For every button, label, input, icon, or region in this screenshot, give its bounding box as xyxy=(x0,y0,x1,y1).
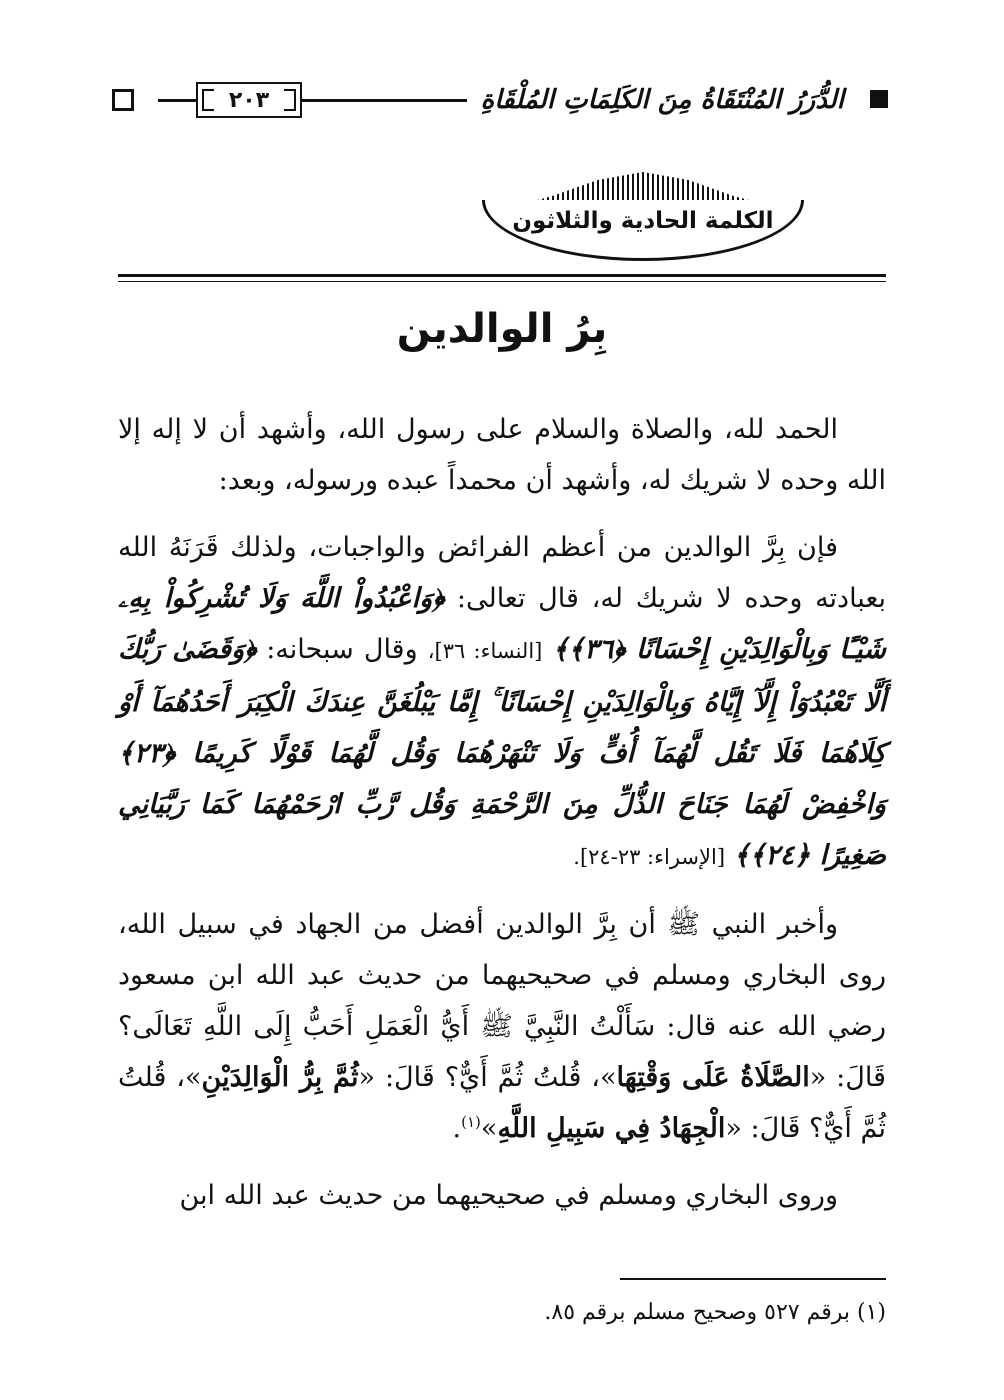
hadith-answer-2: ثُمَّ بِرُّ الْوَالِدَيْنِ xyxy=(201,1062,359,1093)
paragraph-3 xyxy=(118,899,886,1154)
divider-top xyxy=(118,274,886,277)
header-ornament-right xyxy=(870,90,888,108)
paragraph-4: وروى البخاري ومسلم في صحيحيهما من حديث عبد الله ابن xyxy=(179,1180,838,1211)
paragraph-3-period: . xyxy=(452,1113,462,1144)
footnote-rule xyxy=(620,1278,886,1280)
body-text xyxy=(118,404,886,1237)
hadith-answer-1: الصَّلَاةُ عَلَى وَقْتِهَا xyxy=(616,1062,810,1093)
header-ornament-left xyxy=(112,89,134,111)
hadith-answer-3: الْجِهَادُ فِي سَبِيلِ اللَّهِ xyxy=(497,1113,726,1144)
running-header xyxy=(112,82,888,120)
paragraph-3-mid-2: »، قُلتُ ثُمَّ أَيٌّ؟ قَالَ: « xyxy=(118,1062,886,1144)
verse-reference-1: [النساء: ٣٦]، xyxy=(427,639,543,663)
paragraph-2-mid: وقال سبحانه: xyxy=(266,634,418,665)
page-number-box xyxy=(196,82,302,118)
chapter-badge xyxy=(482,172,804,262)
page-number: ٢٠٣ xyxy=(228,87,270,113)
footnote-1: (١) برقم ٥٢٧ وصحيح مسلم برقم ٨٥. xyxy=(544,1300,886,1325)
quran-verse-al-isra: ﴿وَقَضَىٰ رَبُّكَ أَلَّا تَعْبُدُوٓاْ إِلَّآ إِيَّاهُ وَبِالْوَالِدَيْنِ إِحْسَانًا ۚ إِمَّا يَبْلُغَنَّ عِندَكَ الْكِبَرَ أَحَدُهُمَآ أَوْ كِلَاهُمَا فَلَا تَقُل لَّهُمَآ أُفٍّ وَلَا تَنْهَرْهُمَا وَقُل لَّهُمَا قَوْلًا كَرِيمًا ﴿٢٣﴾ وَاخْفِضْ لَهُمَا جَنَاحَ الذُّلِّ مِنَ الرَّحْمَةِ وَقُل رَّبِّ ارْحَمْهُمَا كَمَا رَبَّيَانِي صَغِيرًا ﴿٢٤﴾﴾ xyxy=(118,634,886,871)
chapter-number-label: الكلمة الحادية والثلاثون xyxy=(512,208,774,234)
paragraph-3-intro: وأخبر النبي ﷺ أن بِرَّ الوالدين أفضل من الجهاد في سبيل الله، روى البخاري ومسلم في صحيحيهما من حديث عبد الله ابن مسعود رضي الله عنه قال: سَأَلْتُ النَّبِيَّ ﷺ أَيُّ الْعَمَلِ أَحَبُّ إِلَى اللَّهِ تَعَالَى؟ قَالَ: « xyxy=(118,909,886,1093)
paragraph-3-mid-1: »، قُلتُ ثُمَّ أَيٌّ؟ قَالَ: « xyxy=(358,1062,617,1093)
paragraph-2 xyxy=(118,522,886,883)
chapter-title: بِرُ الوالدين xyxy=(396,306,608,352)
verse-reference-2: [الإسراء: ٢٣-٢٤]. xyxy=(573,845,726,869)
paragraph-3-end: » xyxy=(480,1113,498,1144)
quran-verse-an-nisa: ﴿وَاعْبُدُواْ اللَّهَ وَلَا تُشْرِكُواْ بِهِۦ شَيْـًٔا وَبِالْوَالِدَيْنِ إِحْسَانًا ﴿٣٦﴾﴾ xyxy=(118,583,886,665)
divider-bottom xyxy=(118,281,886,282)
footnote-marker[interactable]: (١) xyxy=(461,1113,481,1131)
paragraph-1: الحمد لله، والصلاة والسلام على رسول الله، وأشهد أن لا إله إلا الله وحده لا شريك له، وأشهد أن محمداً عبده ورسوله، وبعد: xyxy=(118,414,886,496)
book-title: الدُّرَرُ المُنْتَقَاةُ مِنَ الكَلِمَاتِ المُلْقَاةِ xyxy=(467,82,858,118)
paragraph-2-intro: فإن بِرَّ الوالدين من أعظم الفرائض والواجبات، ولذلك قَرَنَهُ الله بعبادته وحده لا شريك له، قال تعالى: xyxy=(118,532,886,614)
